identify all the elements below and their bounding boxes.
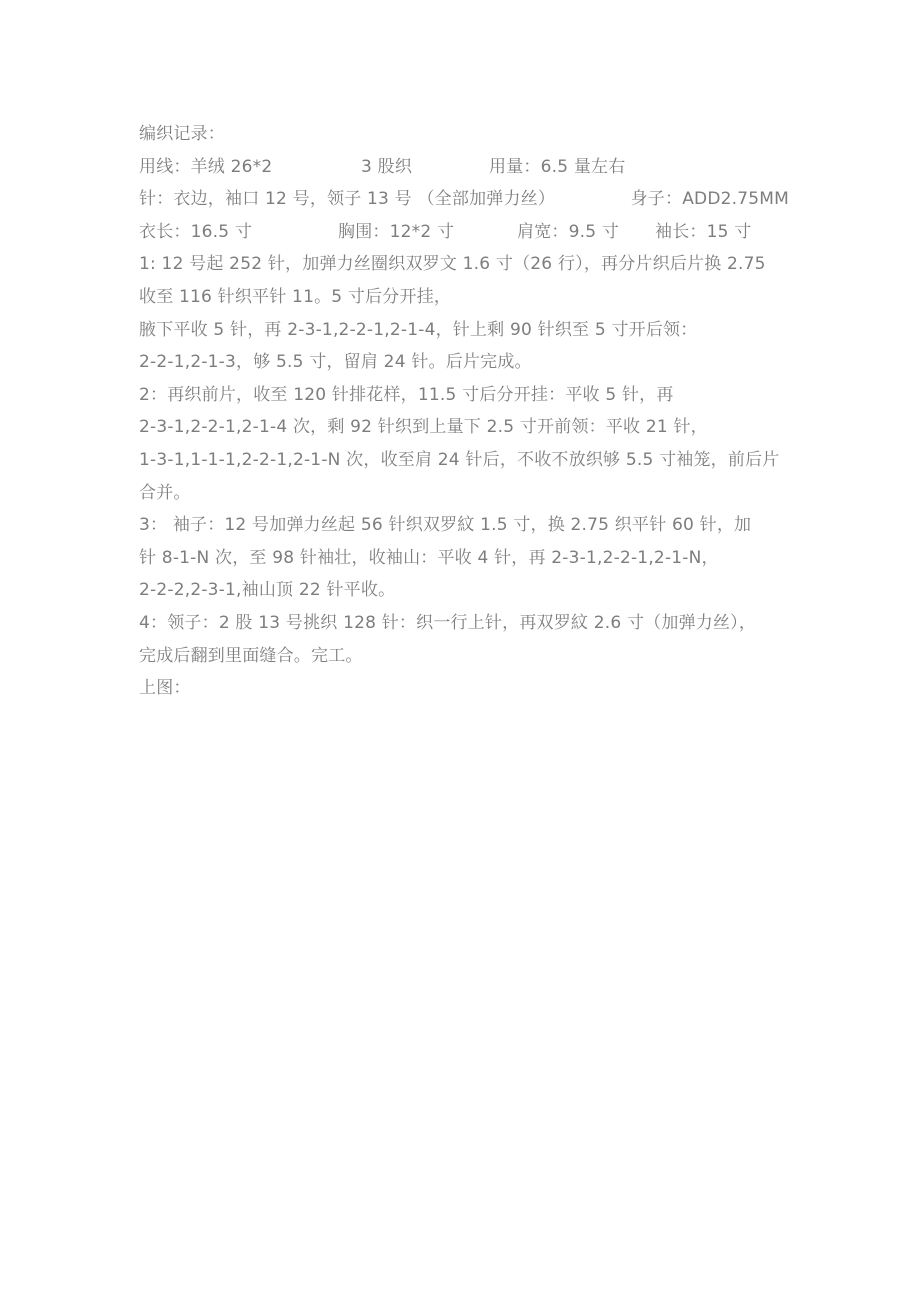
knitting-notes	[139, 118, 789, 705]
notes-heading	[139, 118, 789, 151]
instruction-line: 1-3-1,1-1-1,2-2-1,2-1-N 次，收至肩 24 针后，不收不放织够 5.5 寸袖笼，前后片	[139, 449, 780, 470]
image-caption: 上图：	[139, 678, 191, 699]
spec-row-measurements	[139, 216, 789, 249]
instruction-line: 2：再织前片，收至 120 针排花样，11.5 寸后分开挂：平收 5 针，再	[139, 384, 674, 405]
instruction-line: 2-2-1,2-1-3，够 5.5 寸，留肩 24 针。后片完成。	[139, 352, 532, 373]
heading-text: 编织记录：	[139, 124, 225, 144]
instruction-line: 4：领子：2 股 13 号挑织 128 针：织一行上针，再双罗紋 2.6 寸（加弹力丝），	[139, 612, 757, 633]
length-spec: 衣长：16.5 寸	[139, 221, 253, 242]
yarn-spec: 用线：羊绒 26*2	[139, 156, 273, 177]
instruction-line: 针 8-1-N 次，至 98 针袖壮，收袖山：平收 4 针，再 2-3-1,2-2-1,2-1-N，	[139, 547, 719, 568]
instruction-line: 2-3-1,2-2-1,2-1-4 次，剩 92 针织到上量下 2.5 寸开前领：平收 21 针，	[139, 417, 708, 438]
instruction-line: 完成后翻到里面缝合。完工。	[139, 645, 363, 666]
usage-spec: 用量：6.5 量左右	[489, 156, 626, 177]
chest-spec: 胸围：12*2 寸	[338, 221, 455, 242]
instruction-line: 腋下平收 5 针，再 2-3-1,2-2-1,2-1-4，针上剩 90 针织至 5 寸开后领：	[139, 319, 698, 340]
instruction-line: 合并。	[139, 482, 191, 503]
body-needle-spec: 身子：ADD2.75MM	[630, 189, 789, 210]
instruction-line: 收至 116 针织平针 11。5 寸后分开挂，	[139, 286, 452, 307]
instruction-line: 3： 袖子：12 号加弹力丝起 56 针织双罗紋 1.5 寸，换 2.75 织平针 60 针，加	[139, 515, 752, 536]
ply-spec: 3 股织	[361, 156, 413, 177]
needles-spec: 针：衣边，袖口 12 号，领子 13 号 （全部加弹力丝）	[139, 189, 556, 210]
instruction-line: 1: 12 号起 252 针，加弹力丝圈织双罗文 1.6 寸（26 行），再分片织后片换 2.75	[139, 254, 766, 275]
instruction-line: 2-2-2,2-3-1,袖山顶 22 针平收。	[139, 580, 396, 601]
shoulder-spec: 肩宽：9.5 寸	[517, 221, 620, 242]
spec-row-yarn	[139, 151, 789, 184]
sleeve-spec: 袖长：15 寸	[655, 221, 752, 242]
spec-row-needles	[139, 183, 789, 216]
